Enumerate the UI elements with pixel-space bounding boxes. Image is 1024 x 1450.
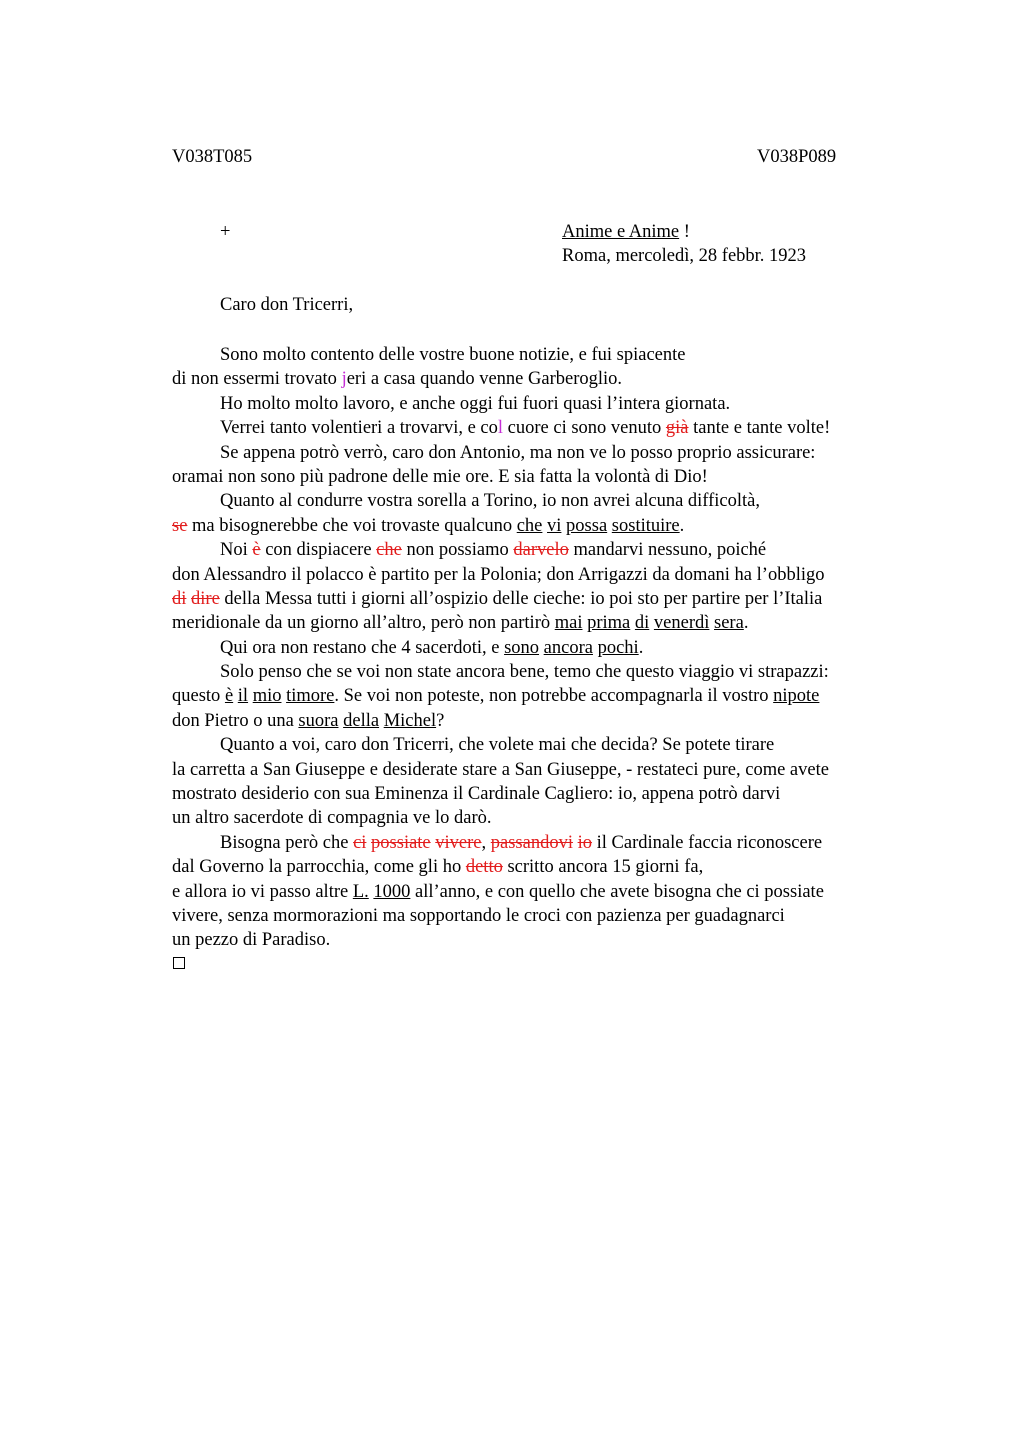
line-text: Bisogna però che <box>220 832 354 853</box>
document-reference-left: V038T085 <box>172 147 253 167</box>
motto-suffix: ! <box>679 222 690 242</box>
letter-line <box>172 660 932 684</box>
underlined-text: Michel <box>383 710 437 731</box>
letter-line <box>172 636 932 660</box>
line-text: il Cardinale faccia riconoscere <box>592 832 823 853</box>
letter-line <box>172 733 932 757</box>
letter-line <box>172 441 932 465</box>
line-text: questo <box>172 686 225 707</box>
underlined-text: L. <box>352 881 369 902</box>
underlined-text: mio <box>252 686 282 707</box>
line-text: scritto ancora 15 giorni fa, <box>502 857 704 878</box>
underlined-text: prima <box>587 613 631 634</box>
line-text: vivere, senza mormorazioni ma sopportando le croci con pazienza per guadagnarci <box>172 905 785 926</box>
underlined-text: sono <box>504 637 540 658</box>
letter-line <box>172 611 932 635</box>
line-text: con dispiacere <box>260 540 377 561</box>
letter-line <box>172 514 932 538</box>
deleted-text: dire <box>191 588 220 609</box>
line-text: all’anno, e con quello che avete bisogna che ci possiate <box>410 881 824 902</box>
underlined-text: è <box>224 686 234 707</box>
line-text: un altro sacerdote di compagnia ve lo darò. <box>172 808 492 829</box>
line-text: . <box>679 515 685 536</box>
underlined-text: che <box>516 515 543 536</box>
line-text: . <box>638 637 644 658</box>
cross-mark: + <box>220 222 231 242</box>
underlined-text: 1000 <box>373 881 411 902</box>
line-text: tante e tante volte! <box>688 418 831 439</box>
letter-line <box>172 563 932 587</box>
letter-line <box>172 904 932 928</box>
line-text: Sono molto contento delle vostre buone notizie, e fui spiacente <box>220 345 686 365</box>
deleted-text: possiate <box>371 832 431 853</box>
line-text: la carretta a San Giuseppe e desiderate stare a San Giuseppe, - restateci pure, come avete <box>172 759 829 780</box>
line-text: don Alessandro il polacco è partito per la Polonia; don Arrigazzi da domani ha l’obbligo <box>172 564 825 585</box>
line-text: dal Governo la parrocchia, come gli ho <box>172 857 466 878</box>
line-text: di non essermi trovato <box>172 369 342 390</box>
underlined-text: sera <box>714 613 744 634</box>
line-text: mostrato desiderio con sua Eminenza il Cardinale Cagliero: io, appena potrò darvi <box>172 784 781 805</box>
letter-line <box>172 758 932 782</box>
line-text: non possiamo <box>401 540 514 561</box>
line-text: don Pietro o una <box>172 710 299 731</box>
deleted-text: vivere <box>435 832 482 853</box>
line-text: della Messa tutti i giorni all’ospizio delle cieche: io poi sto per partire per l’Italia <box>219 588 823 609</box>
underlined-text: di <box>634 613 650 634</box>
line-text: e allora io vi passo altre <box>172 881 353 902</box>
deleted-text: passandovi <box>490 832 573 853</box>
letter-line <box>172 831 932 855</box>
letter-line <box>172 416 932 440</box>
line-text: meridionale da un giorno all’altro, però non partirò <box>172 613 555 634</box>
line-text: eri a casa quando venne Garberoglio. <box>346 369 623 390</box>
underlined-text: venerdì <box>653 613 710 634</box>
line-text: oramai non sono più padrone delle mie ore. E sia fatta la volontà di Dio! <box>172 466 708 487</box>
deleted-text: di <box>172 588 187 609</box>
line-text: . <box>743 613 749 634</box>
underlined-text: della <box>343 710 380 731</box>
letter-motto <box>562 222 690 243</box>
letter-line <box>172 806 932 830</box>
letter-line <box>172 782 932 806</box>
line-text: Noi <box>220 540 253 561</box>
line-text: un pezzo di Paradiso. <box>172 930 331 951</box>
letter-line <box>172 343 932 367</box>
line-text: Quanto a voi, caro don Tricerri, che volete mai che decida? Se potete tirare <box>220 735 775 756</box>
letter-body <box>172 343 932 953</box>
underlined-text: sostituire <box>611 515 680 536</box>
underlined-text: timore <box>286 686 335 707</box>
deleted-text: è <box>252 540 261 561</box>
line-text: cuore ci sono venuto <box>503 418 666 439</box>
place-date: Roma, mercoledì, 28 febbr. 1923 <box>562 246 807 266</box>
letter-line <box>172 855 932 879</box>
letter-line <box>172 684 932 708</box>
line-text: ? <box>436 710 445 731</box>
end-marker-box <box>173 957 185 969</box>
inserted-text: j <box>341 369 347 390</box>
line-text: ma bisognerebbe che voi trovaste qualcuno <box>187 515 517 536</box>
salutation: Caro don Tricerri, <box>220 295 354 315</box>
line-text: Qui ora non restano che 4 sacerdoti, e <box>220 637 505 658</box>
line-text: Se appena potrò verrò, caro don Antonio, ma non ve lo posso proprio assicurare: <box>220 442 816 463</box>
letter-line <box>172 489 932 513</box>
line-text: mandarvi nessuno, poiché <box>568 540 767 561</box>
letter-line <box>172 709 932 733</box>
document-reference-right: V038P089 <box>757 147 837 167</box>
line-text: , <box>481 832 491 853</box>
letter-line <box>172 928 932 952</box>
letter-line <box>172 538 932 562</box>
underlined-text: ancora <box>543 637 593 658</box>
underlined-text: vi <box>547 515 562 536</box>
line-text: Solo penso che se voi non state ancora bene, temo che questo viaggio vi strapazzi: <box>220 662 829 683</box>
line-text: . Se voi non poteste, non potrebbe accompagnarla il vostro <box>334 686 774 707</box>
letter-line <box>172 465 932 489</box>
underlined-text: mai <box>554 613 583 634</box>
underlined-text: possa <box>566 515 608 536</box>
deleted-text: detto <box>465 857 503 878</box>
line-text: Quanto al condurre vostra sorella a Torino, io non avrei alcuna difficoltà, <box>220 491 760 512</box>
letter-line <box>172 587 932 611</box>
inserted-text: l <box>497 418 504 439</box>
letter-line <box>172 392 932 416</box>
underlined-text: il <box>237 686 249 707</box>
line-text: Verrei tanto volentieri a trovarvi, e co <box>220 418 498 439</box>
underlined-text: pochi <box>597 637 639 658</box>
deleted-text: darvelo <box>513 540 569 561</box>
deleted-text: che <box>376 540 402 561</box>
line-text: Ho molto molto lavoro, e anche oggi fui fuori quasi l’intera giornata. <box>220 393 731 414</box>
deleted-text: già <box>665 418 689 439</box>
deleted-text: se <box>172 515 188 536</box>
letter-line <box>172 367 932 391</box>
motto-text: Anime e Anime <box>562 222 680 242</box>
deleted-text: io <box>577 832 592 853</box>
deleted-text: ci <box>353 832 367 853</box>
letter-line <box>172 880 932 904</box>
underlined-text: suora <box>298 710 339 731</box>
underlined-text: nipote <box>773 686 820 707</box>
